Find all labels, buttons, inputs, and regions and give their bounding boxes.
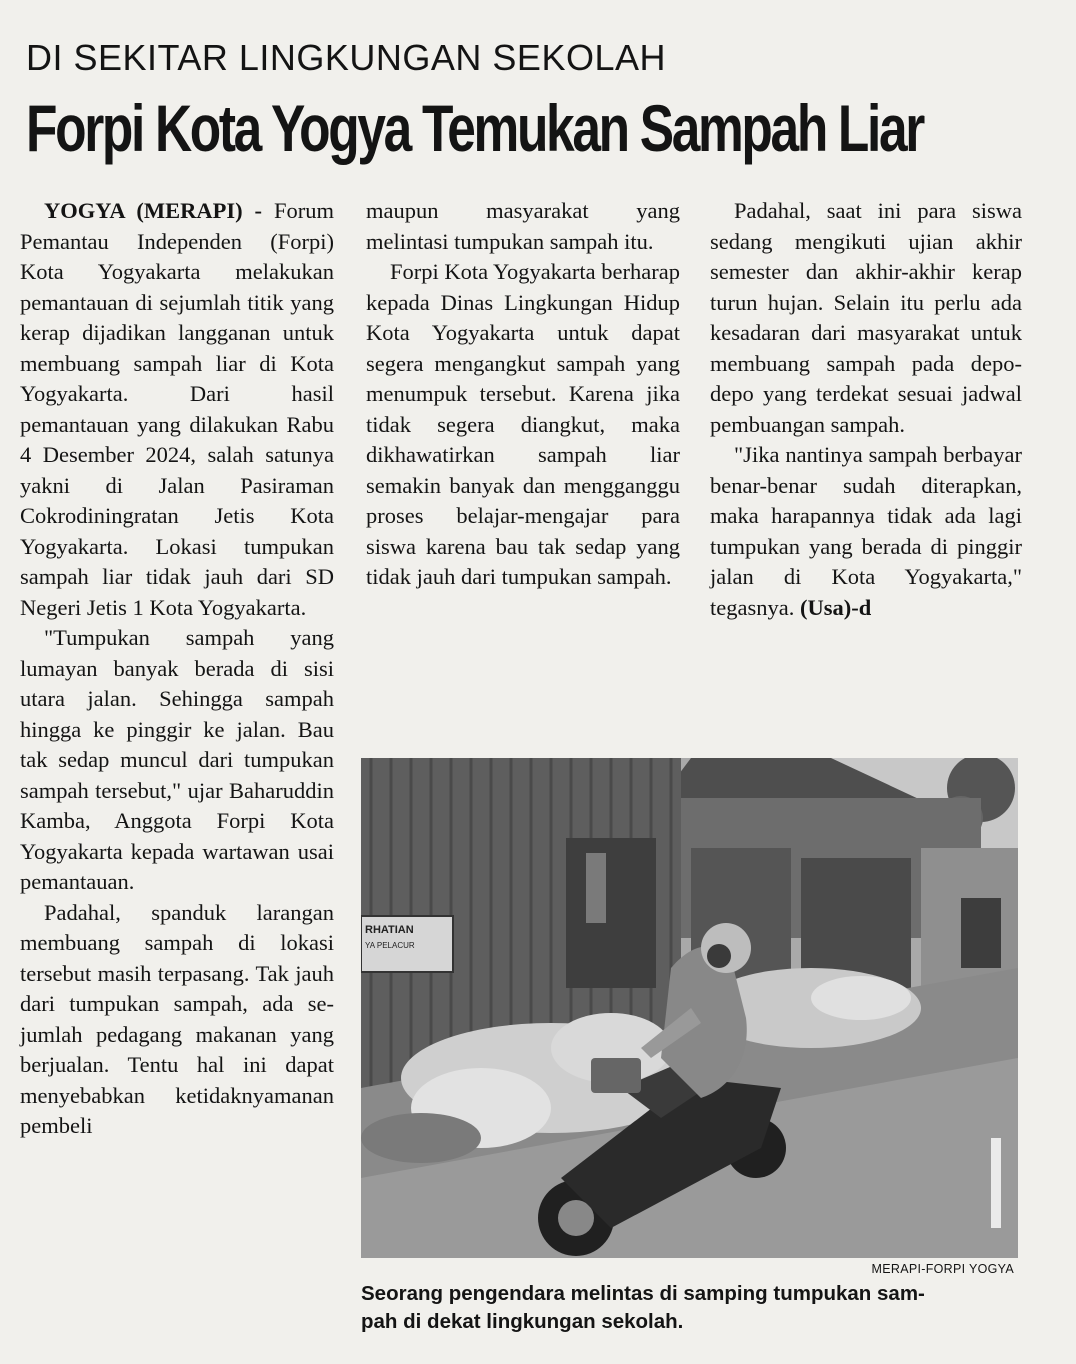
article-column-1 <box>20 196 334 1142</box>
paragraph: maupun masyarakat yang melintasi tumpukan sampah itu. <box>366 198 680 254</box>
caption-line-2: pah di dekat lingkungan sekolah. <box>361 1310 684 1333</box>
photo-credit: MERAPI-FORPI YOGYA <box>871 1262 1014 1276</box>
article-headline: Forpi Kota Yogya Temukan Sampah Liar <box>26 91 923 165</box>
dateline: YOGYA (MERAPI) - <box>44 198 263 223</box>
paragraph-text: Forum Pemantau Independen (Forpi) Kota Yogyakarta melakukan pemantauan di sejumlah titik yang kerap dijadikan langganan untuk membuang sampah liar di Kota Yogyakarta. Dari hasil pemantauan yang dilakukan Rabu 4 Desember 2024, salah satunya yakni di Jalan Pasiraman Cokrodiningratan Jetis Kota Yogyakarta. Lokasi tumpukan sampah liar tidak jauh dari SD Negeri Jetis 1 Kota Yogyakarta. <box>20 198 334 620</box>
paragraph <box>710 440 1022 623</box>
article-column-3 <box>710 196 1022 623</box>
paragraph <box>20 196 334 623</box>
news-photo <box>361 758 1018 1258</box>
photo-caption <box>361 1280 1021 1336</box>
paragraph: Forpi Kota Yogyakarta berharap kepada Dinas Lingkungan Hidup Kota Yogyakarta untuk dapat segera mengangkut sampah yang menumpuk tersebut. Karena jika tidak segera diangkut, maka dikhawatirkan sampah liar semakin banyak dan mengganggu proses belajar-mengajar para siswa karena bau tak sedap yang tidak jauh dari tumpukan sampah. <box>366 259 680 589</box>
article-kicker: DI SEKITAR LINGKUNGAN SEKOLAH <box>26 37 666 78</box>
article-column-2 <box>366 196 680 593</box>
sign-board-text-2: YA PELACUR <box>365 941 415 950</box>
sign-board-text-1: RHATIAN <box>365 924 414 936</box>
paragraph: Padahal, saat ini para siswa sedang mengikuti ujian akhir semester dan akhir-akhir kerap turun hujan. Selain itu perlu ada kesadaran dari masyarakat untuk membuang sampah pada depo-depo yang terdekat sesuai jadwal pembuangan sampah. <box>710 198 1022 437</box>
paragraph: Padahal, spanduk larangan membuang sampah di lokasi tersebut masih terpasang. Tak jauh dari tumpukan sampah, ada sejumlah pedagang makanan yang berjualan. Tentu hal ini dapat menyebabkan ketidaknyamanan pembeli <box>20 899 334 1138</box>
caption-line-1: Seorang pengendara melintas di samping tumpukan sam- <box>361 1282 925 1305</box>
author-signature: (Usa)-d <box>799 594 872 620</box>
paragraph-text: "Jika nantinya sampah berbayar benar-benar sudah diterapkan, maka harapannya tidak ada lagi tumpukan yang berada di pinggir jalan di Kota Yogyakarta," tegasnya. <box>710 442 1022 620</box>
photo-illustration <box>361 758 1018 1258</box>
paragraph: "Tumpukan sampah yang lumayan banyak berada di sisi utara jalan. Sehingga sampah hingga ke pinggir ke jalan. Bau tak sedap muncul dari tumpukan sampah tersebut," ujar Baharuddin Kamba, Anggota Forpi Kota Yogyakarta kepada wartawan usai pemantauan. <box>20 625 334 894</box>
